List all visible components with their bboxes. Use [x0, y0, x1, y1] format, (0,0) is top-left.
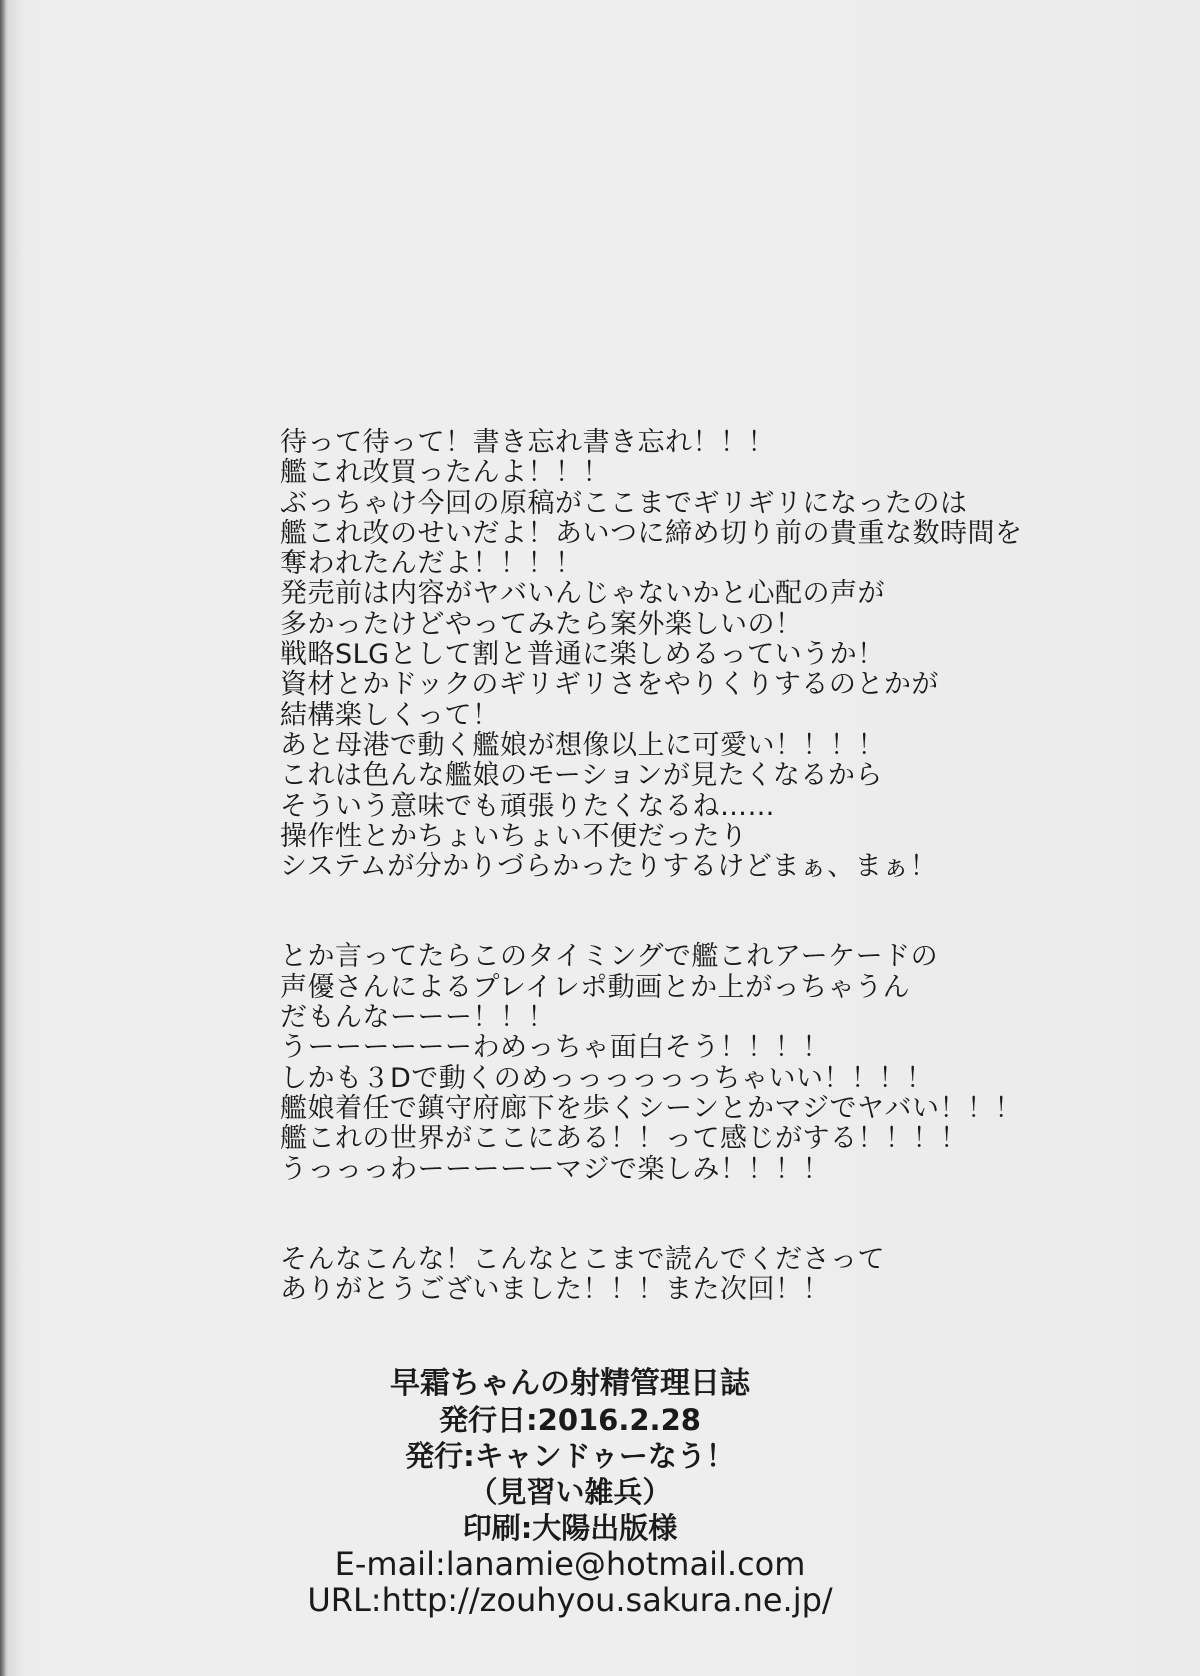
afterword-line: システムが分かりづらかったりするけどまぁ、まぁ！	[280, 851, 938, 883]
colophon-title: 早霜ちゃんの射精管理日誌	[390, 1366, 750, 1401]
afterword-line: だもんなーーー！！！	[280, 1002, 555, 1034]
afterword-line: 発売前は内容がヤバいんじゃないかと心配の声が	[280, 578, 885, 610]
colophon-date: 発行日:2016.2.28	[439, 1403, 701, 1437]
colophon	[300, 1366, 840, 1618]
colophon-printer: 印刷:大陽出版様	[462, 1511, 678, 1545]
afterword-line: 艦これの世界がここにある！！って感じがする！！！！	[280, 1123, 968, 1155]
binding-edge	[0, 0, 9, 1676]
afterword-paragraph-2	[280, 942, 1160, 1184]
afterword-line: 資材とかドックのギリギリさをやりくりするのとかが	[280, 669, 939, 701]
binding-shadow	[9, 0, 23, 1676]
afterword-line: 艦これ改買ったんよ！！！	[280, 457, 610, 489]
colophon-publisher: 発行:キャンドゥーなう！	[405, 1439, 735, 1473]
afterword-line: あと母港で動く艦娘が想像以上に可愛い！！！！	[280, 729, 885, 761]
afterword-line: 声優さんによるプレイレポ動画とか上がっちゃうん	[280, 971, 911, 1003]
afterword-line: しかも３Dで動くのめっっっっっっちゃいい！！！！	[280, 1062, 934, 1094]
afterword-line: うっっっわーーーーーマジで楽しみ！！！！	[280, 1153, 830, 1185]
afterword-line: 艦娘着任で鎮守府廊下を歩くシーンとかマジでヤバい！！！	[280, 1092, 1022, 1124]
paragraph-spacer	[280, 882, 1160, 942]
colophon-email: E-mail:lanamie@hotmail.com	[334, 1545, 806, 1583]
afterword-line: そういう意味でも頑張りたくなるね……	[280, 790, 775, 822]
afterword-paragraph-1	[280, 428, 1160, 882]
afterword-line: うーーーーーーわめっちゃ面白そう！！！！	[280, 1032, 830, 1064]
afterword-line: ありがとうございました！！！また次回！！	[280, 1274, 830, 1306]
afterword-line: これは色んな艦娘のモーションが見たくなるから	[280, 760, 883, 792]
afterword-line: 結構楽しくって！	[280, 699, 500, 731]
afterword-paragraph-3	[280, 1245, 1160, 1306]
paragraph-spacer	[280, 1185, 1160, 1245]
afterword-line: 多かったけどやってみたら案外楽しいの！	[280, 608, 803, 640]
afterword-line: 待って待って！書き忘れ書き忘れ！！！	[280, 427, 775, 458]
afterword-text	[280, 428, 1160, 1305]
colophon-url: URL:http://zouhyou.sakura.ne.jp/	[307, 1581, 833, 1619]
afterword-line: 艦これ改のせいだよ！あいつに締め切り前の貴重な数時間を	[280, 517, 1023, 549]
afterword-line: 戦略SLGとして割と普通に楽しめるっていうか！	[280, 639, 885, 671]
afterword-line: ぶっちゃけ今回の原稿がここまでギリギリになったのは	[280, 487, 968, 519]
colophon-publisher-alias: （見習い雑兵）	[468, 1475, 672, 1509]
afterword-line: とか言ってたらこのタイミングで艦これアーケードの	[280, 941, 939, 973]
afterword-line: そんなこんな！こんなとこまで読んでくださって	[280, 1243, 885, 1275]
afterword-line: 操作性とかちょいちょい不便だったり	[280, 820, 748, 852]
afterword-line: 奪われたんだよ！！！！	[280, 548, 583, 580]
